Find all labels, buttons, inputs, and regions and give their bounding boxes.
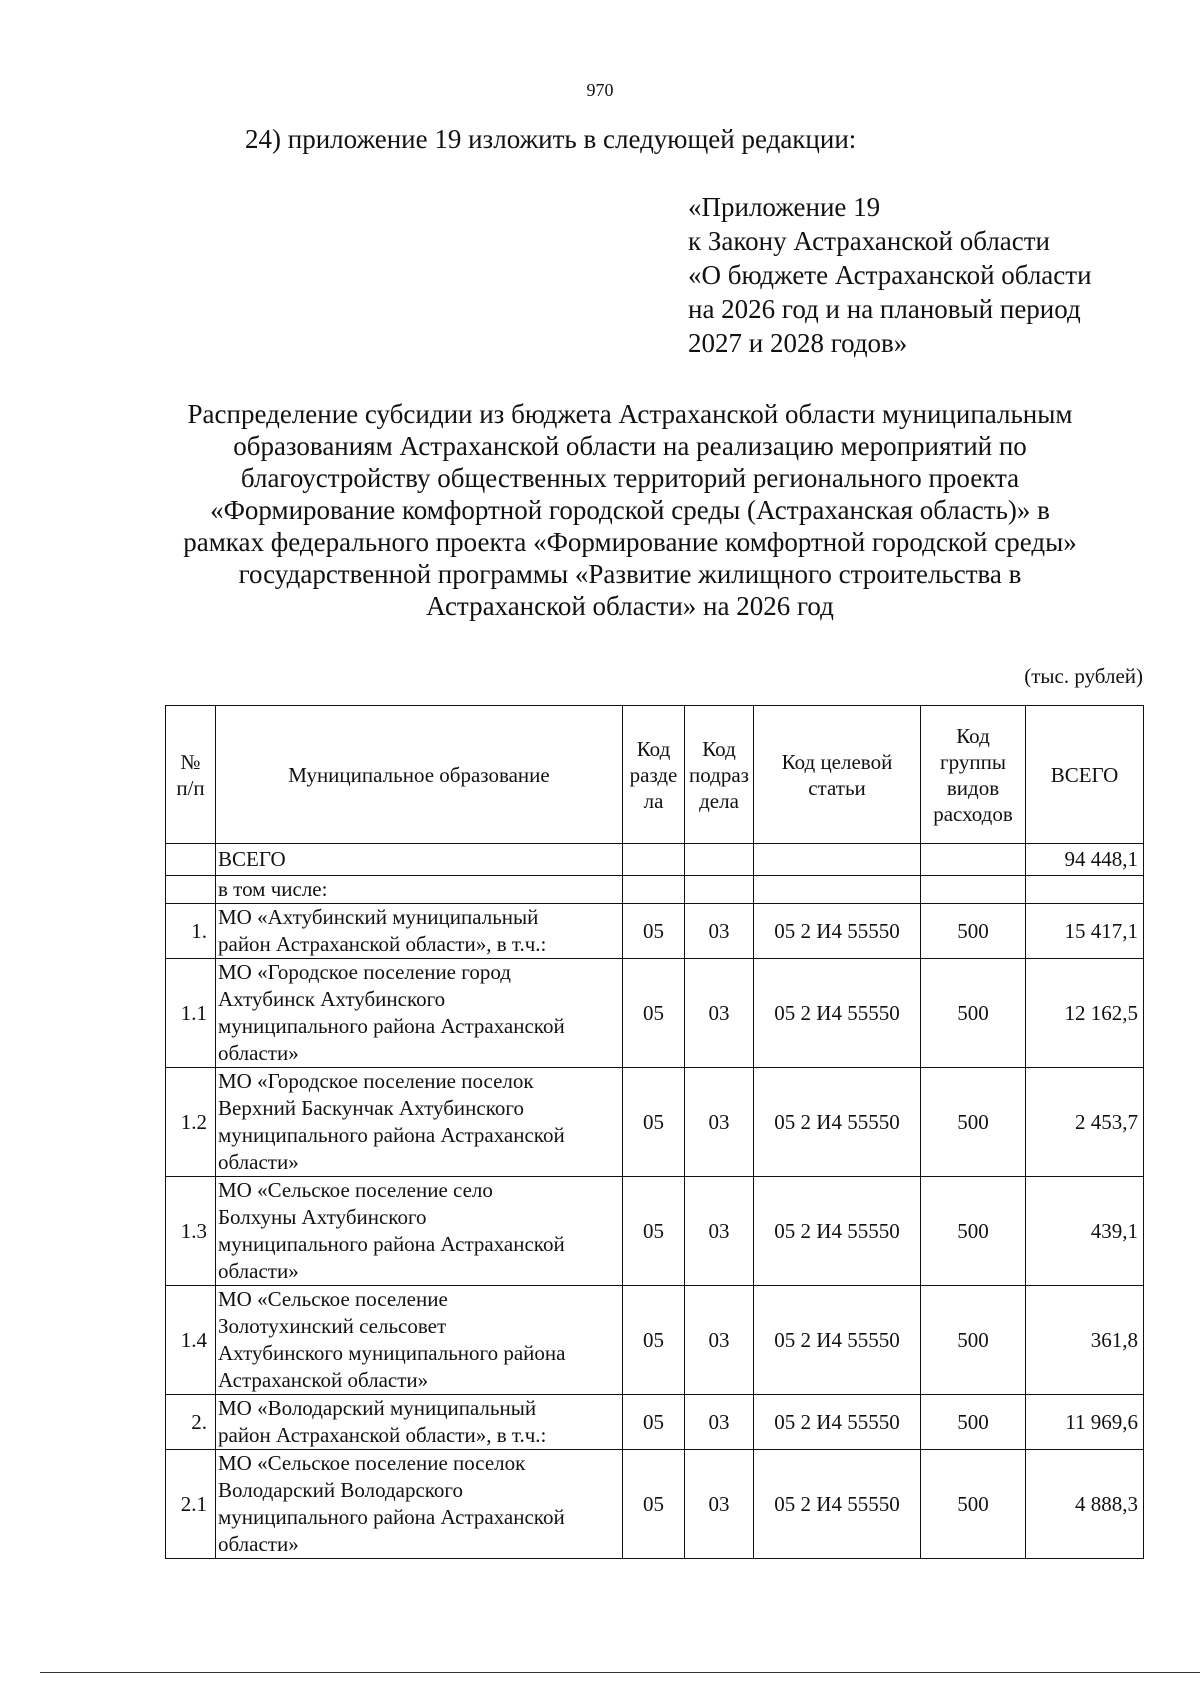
annex-header <box>688 190 1092 360</box>
header-line: Код <box>702 736 736 761</box>
row-total: 361,8 <box>1026 1286 1144 1395</box>
municipality-name-line: области» <box>218 1532 299 1556</box>
expense-group-code: 500 <box>921 1286 1026 1395</box>
municipality-name <box>216 1286 623 1395</box>
target-code: 05 2 И4 55550 <box>754 1177 921 1286</box>
municipality-name-line: МО «Сельское поселение поселок <box>218 1451 526 1475</box>
row-number: 2.1 <box>166 1450 216 1559</box>
title-line: Распределение субсидии из бюджета Астраханской области муниципальным <box>187 399 1073 429</box>
municipality-name-line: МО «Сельское поселение село <box>218 1178 493 1202</box>
municipality-name-line: области» <box>218 1041 299 1065</box>
expense-group-code: 500 <box>921 1068 1026 1177</box>
header-line: № <box>180 749 201 774</box>
header-section-code <box>623 706 685 844</box>
header-total <box>1026 706 1144 844</box>
section-code: 05 <box>623 1068 685 1177</box>
municipality-name <box>216 844 623 876</box>
table-body <box>166 844 1144 1559</box>
section-code: 05 <box>623 959 685 1068</box>
row-number: 1. <box>166 904 216 959</box>
municipality-name-line: Верхний Баскунчак Ахтубинского <box>218 1096 524 1120</box>
row-number: 2. <box>166 1395 216 1450</box>
municipality-name-line: Астраханской области» <box>218 1368 429 1392</box>
title-line: государственной программы «Развитие жилищного строительства в <box>238 559 1022 589</box>
page-bottom-rule <box>40 1672 1200 1673</box>
title-line: образованиям Астраханской области на реализацию мероприятий по <box>233 431 1027 461</box>
header-line: ВСЕГО <box>1050 762 1119 787</box>
annex-line: 2027 и 2028 годов» <box>688 328 908 358</box>
section-code: 05 <box>623 1286 685 1395</box>
header-line: п/п <box>176 775 205 800</box>
municipality-name <box>216 904 623 959</box>
table-row <box>166 1177 1144 1286</box>
row-number: 1.4 <box>166 1286 216 1395</box>
target-code: 05 2 И4 55550 <box>754 1450 921 1559</box>
expense-group-code: 500 <box>921 1450 1026 1559</box>
municipality-name <box>216 1395 623 1450</box>
table-row <box>166 844 1144 876</box>
municipality-name-line: МО «Ахтубинский муниципальный <box>218 905 539 929</box>
municipality-name-line: муниципального района Астраханской <box>218 1232 565 1256</box>
row-total: 94 448,1 <box>1026 844 1144 876</box>
header-line: ла <box>643 788 664 813</box>
document-title <box>150 398 1110 622</box>
header-municipality <box>216 706 623 844</box>
municipality-name-line: Ахтубинск Ахтубинского <box>218 987 446 1011</box>
row-total: 439,1 <box>1026 1177 1144 1286</box>
subsection-code: 03 <box>685 1395 754 1450</box>
target-code: 05 2 И4 55550 <box>754 1286 921 1395</box>
section-code: 05 <box>623 1395 685 1450</box>
municipality-name <box>216 1068 623 1177</box>
header-target-code <box>754 706 921 844</box>
table-row <box>166 904 1144 959</box>
row-total: 4 888,3 <box>1026 1450 1144 1559</box>
table-row <box>166 1395 1144 1450</box>
municipality-name-line: МО «Володарский муниципальный <box>218 1396 537 1420</box>
section-code: 05 <box>623 1450 685 1559</box>
subsection-code: 03 <box>685 1068 754 1177</box>
subsidy-table <box>165 705 1144 1559</box>
municipality-name <box>216 1450 623 1559</box>
row-number <box>166 844 216 876</box>
subsection-code <box>685 876 754 904</box>
expense-group-code: 500 <box>921 1395 1026 1450</box>
municipality-name-line: муниципального района Астраханской <box>218 1123 565 1147</box>
municipality-name <box>216 959 623 1068</box>
annex-line: на 2026 год и на плановый период <box>688 294 1081 324</box>
header-subsection-code <box>685 706 754 844</box>
expense-group-code <box>921 844 1026 876</box>
header-line: расходов <box>933 801 1013 826</box>
municipality-name <box>216 876 623 904</box>
table-header-row <box>166 706 1144 844</box>
row-total <box>1026 876 1144 904</box>
annex-line: к Закону Астраханской области <box>688 226 1051 256</box>
row-total: 12 162,5 <box>1026 959 1144 1068</box>
municipality-name-line: Володарский Володарского <box>218 1478 464 1502</box>
row-number: 1.1 <box>166 959 216 1068</box>
target-code <box>754 876 921 904</box>
expense-group-code: 500 <box>921 904 1026 959</box>
municipality-name-line: МО «Сельское поселение <box>218 1287 448 1311</box>
target-code: 05 2 И4 55550 <box>754 1395 921 1450</box>
row-number <box>166 876 216 904</box>
annex-line: «О бюджете Астраханской области <box>688 260 1092 290</box>
subsection-code: 03 <box>685 1450 754 1559</box>
header-line: Код <box>956 723 990 748</box>
section-code: 05 <box>623 1177 685 1286</box>
table-row <box>166 959 1144 1068</box>
expense-group-code <box>921 876 1026 904</box>
title-line: Астраханской области» на 2026 год <box>426 591 834 621</box>
municipality-name <box>216 1177 623 1286</box>
municipality-name-line: муниципального района Астраханской <box>218 1505 565 1529</box>
header-line: разде <box>629 762 678 787</box>
table-row <box>166 1450 1144 1559</box>
header-line: Код целевой <box>781 749 893 774</box>
municipality-name-line: район Астраханской области», в т.ч.: <box>218 932 547 956</box>
municipality-name-line: области» <box>218 1259 299 1283</box>
row-total: 11 969,6 <box>1026 1395 1144 1450</box>
header-line: статьи <box>808 775 866 800</box>
header-line: дела <box>699 788 739 813</box>
row-total: 15 417,1 <box>1026 904 1144 959</box>
municipality-name-line: МО «Городское поселение поселок <box>218 1069 534 1093</box>
section-code <box>623 844 685 876</box>
target-code <box>754 844 921 876</box>
header-line: подраз <box>689 762 749 787</box>
municipality-name-line: Золотухинский сельсовет <box>218 1314 447 1338</box>
header-expense-group-code <box>921 706 1026 844</box>
row-total: 2 453,7 <box>1026 1068 1144 1177</box>
municipality-name-line: МО «Городское поселение город <box>218 960 511 984</box>
municipality-name-line: ВСЕГО <box>218 847 286 871</box>
table-row <box>166 876 1144 904</box>
municipality-name-line: район Астраханской области», в т.ч.: <box>218 1423 547 1447</box>
header-number <box>166 706 216 844</box>
header-line: видов <box>946 775 1000 800</box>
target-code: 05 2 И4 55550 <box>754 1068 921 1177</box>
title-line: благоустройству общественных территорий регионального проекта <box>240 463 1020 493</box>
subsection-code: 03 <box>685 904 754 959</box>
municipality-name-line: муниципального района Астраханской <box>218 1014 565 1038</box>
subsection-code: 03 <box>685 959 754 1068</box>
row-number: 1.2 <box>166 1068 216 1177</box>
municipality-name-line: Ахтубинского муниципального района <box>218 1341 566 1365</box>
municipality-name-line: области» <box>218 1150 299 1174</box>
header-line: Муниципальное образование <box>288 762 550 787</box>
expense-group-code: 500 <box>921 959 1026 1068</box>
section-code <box>623 876 685 904</box>
page-number: 970 <box>586 80 614 100</box>
annex-line: «Приложение 19 <box>688 192 881 222</box>
units-label: (тыс. рублей) <box>1024 664 1143 688</box>
row-number: 1.3 <box>166 1177 216 1286</box>
expense-group-code: 500 <box>921 1177 1026 1286</box>
title-line: «Формирование комфортной городской среды (Астраханская область)» в <box>210 495 1050 525</box>
table-row <box>166 1068 1144 1177</box>
title-line: рамках федерального проекта «Формирование комфортной городской среды» <box>183 527 1077 557</box>
header-line: группы <box>940 749 1006 774</box>
table-row <box>166 1286 1144 1395</box>
municipality-name-line: в том числе: <box>218 877 328 901</box>
section-code: 05 <box>623 904 685 959</box>
municipality-name-line: Болхуны Ахтубинского <box>218 1205 427 1229</box>
header-line: Код <box>636 736 671 761</box>
subsection-code <box>685 844 754 876</box>
target-code: 05 2 И4 55550 <box>754 904 921 959</box>
amendment-intro: 24) приложение 19 изложить в следующей редакции: <box>245 124 857 154</box>
target-code: 05 2 И4 55550 <box>754 959 921 1068</box>
subsection-code: 03 <box>685 1286 754 1395</box>
subsection-code: 03 <box>685 1177 754 1286</box>
